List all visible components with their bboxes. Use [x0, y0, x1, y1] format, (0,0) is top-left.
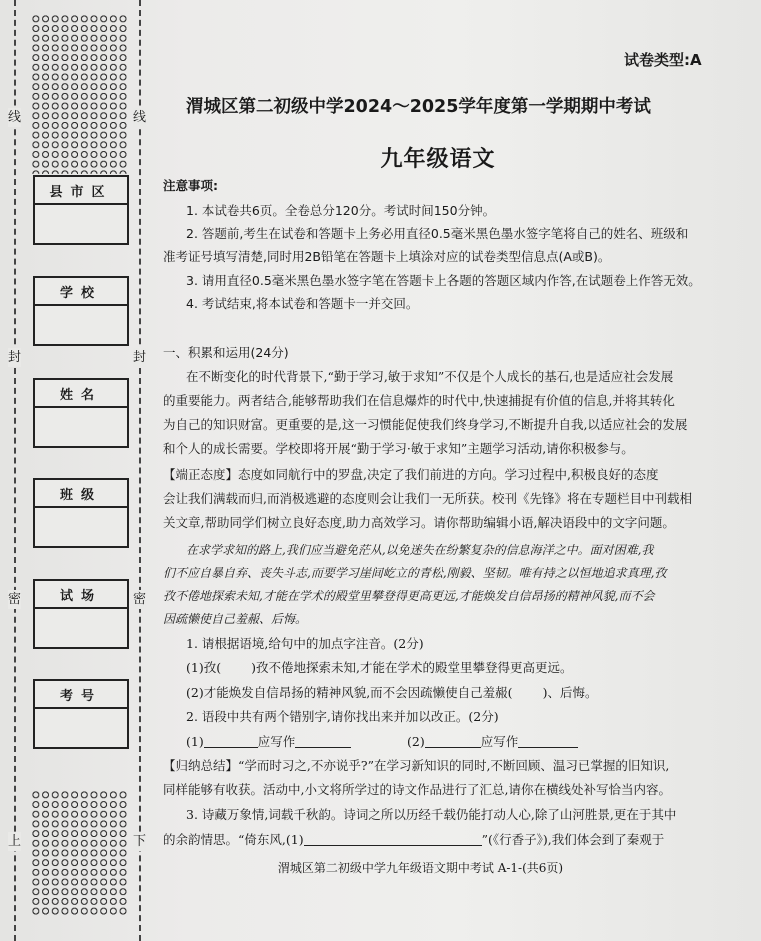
field-class-label: 班级 [35, 480, 127, 508]
intro-line-1: 在不断变化的时代背景下,“勤于学习,敏于求知”不仅是个人成长的基石,也是适应社会发展 [186, 369, 674, 384]
notice-item-4: 4. 考试结束,将本试卷和答题卡一并交回。 [186, 296, 419, 311]
passage-line-3: 孜不倦地探索未知,才能在学术的殿堂里攀登得更高更远,才能焕发自信昂扬的精神风貌,而不会 [163, 589, 655, 603]
notice-heading: 注意事项: [163, 178, 218, 193]
question-1-stem: 1. 请根据语境,给句中的加点字注音。(2分) [186, 636, 424, 651]
q2b-correct-blank[interactable] [518, 735, 578, 748]
notice-item-2-cont: 准考证号填写清楚,同时用2B铅笔在答题卡上填涂对应的试卷类型信息点(A或B)。 [163, 249, 611, 264]
summary-line-1: 【归纳总结】“学而时习之,不亦说乎?”在学习新知识的同时,不断回顾、温习已掌握的旧知识, [163, 758, 670, 773]
notice-item-1: 1. 本试卷共6页。全卷总分120分。考试时间150分钟。 [186, 203, 496, 218]
attitude-line-2: 会让我们满载而归,而消极逃避的态度则会让我们一无所获。校刊《先锋》将在专题栏目中刊载相 [163, 491, 692, 506]
seal-dot-pattern-bottom [31, 790, 128, 916]
q2a-mid: 应写作 [257, 734, 296, 749]
question-2-stem: 2. 语段中共有两个错别字,请你找出来并加以改正。(2分) [186, 709, 499, 724]
intro-line-3: 为自己的知识财富。更重要的是,这一习惯能促使我们终身学习,不断提升自我,以适应社会的发展 [163, 417, 688, 432]
field-class-box[interactable] [35, 508, 127, 546]
field-exam-number-label: 考号 [35, 681, 127, 709]
field-name [33, 378, 129, 448]
paper-type: 试卷类型:A [624, 51, 702, 69]
field-school-label: 学校 [35, 278, 127, 306]
notice-item-3: 3. 请用直径0.5毫米黑色墨水签字笔在答题卡上各题的答题区域内作答,在试题卷上作答无效。 [186, 273, 701, 288]
q1a-prefix: (1)孜( [186, 660, 222, 675]
binding-label-inner-4: 下 [133, 834, 147, 849]
q1b-prefix: (2)才能焕发自信昂扬的精神风貌,而不会因疏懒使自己羞赧( [186, 685, 513, 700]
passage-line-1: 在求学求知的路上,我们应当避免茫从,以免迷失在纷繁复杂的信息海洋之中。面对困难,我 [186, 543, 654, 557]
field-name-label: 姓名 [35, 380, 127, 408]
binding-label-inner-3: 密 [133, 592, 147, 607]
field-county-box[interactable] [35, 205, 127, 243]
field-exam-room [33, 579, 129, 649]
question-3-line-2 [163, 833, 664, 847]
notice-item-2: 2. 答题前,考生在试卷和答题卡上务必用直径0.5毫米黑色墨水签字笔将自己的姓名、班级和 [186, 226, 689, 241]
q2a-wrong-blank[interactable] [204, 735, 258, 748]
passage-line-4: 因疏懒使自己羞赧、后悔。 [163, 612, 308, 626]
q2a-correct-blank[interactable] [295, 735, 351, 748]
q2a-prefix: (1) [186, 734, 204, 749]
attitude-line-1: 【端正态度】态度如同航行中的罗盘,决定了我们前进的方向。学习过程中,积极良好的态度 [163, 467, 659, 482]
field-name-box[interactable] [35, 408, 127, 446]
q1a-suffix: )孜不倦地探索未知,才能在学术的殿堂里攀登得更高更远。 [251, 660, 573, 675]
field-county-label: 县市区 [35, 177, 127, 205]
binding-label-inner-2: 封 [133, 350, 147, 365]
field-exam-number [33, 679, 129, 749]
question-3-line-1: 3. 诗藏万象情,词载千秋韵。诗词之所以历经千载仍能打动人心,除了山河胜景,更在于其中 [186, 807, 677, 822]
binding-label-outer-2: 封 [8, 350, 22, 365]
intro-line-4: 和个人的成长需要。学校即将开展“勤于学习·敏于求知”主题学习活动,请你积极参与。 [163, 441, 634, 456]
question-1-part-a [186, 662, 572, 675]
binding-label-outer-1: 线 [8, 110, 22, 125]
field-exam-number-box[interactable] [35, 709, 127, 747]
binding-label-outer-3: 密 [8, 592, 22, 607]
q1b-suffix: )、后悔。 [542, 685, 598, 700]
q3-prefix: 的余韵情思。“倚东风,(1) [163, 832, 304, 847]
exam-subject: 九年级语文 [380, 147, 496, 172]
page-footer: 渭城区第二初级中学九年级语文期中考试 A-1-(共6页) [277, 861, 564, 875]
question-2-part-a [186, 735, 351, 749]
q3-answer-blank[interactable] [304, 833, 482, 846]
binding-label-outer-4: 上 [8, 834, 22, 849]
question-2-part-b [407, 735, 578, 749]
binding-label-inner-1: 线 [133, 110, 147, 125]
passage-line-2: 们不应自暴自弃、丧失斗志,而要学习崖间屹立的青松,刚毅、坚韧。唯有持之以恒地追求真理,孜 [163, 566, 667, 580]
field-exam-room-label: 试场 [35, 581, 127, 609]
attitude-line-3: 关文章,帮助同学们树立良好态度,助力高效学习。请你帮助编辑小语,解决语段中的文字问题。 [163, 515, 675, 530]
q2b-mid: 应写作 [480, 734, 519, 749]
exam-title: 渭城区第二初级中学2024～2025学年度第一学期期中考试 [186, 97, 651, 117]
section-heading: 一、积累和运用(24分) [163, 345, 289, 360]
field-school-box[interactable] [35, 306, 127, 344]
summary-line-2: 同样能够有收获。活动中,小文将所学过的诗文作品进行了汇总,请你在横线处补写恰当内容。 [163, 782, 671, 797]
question-1-part-b [186, 687, 597, 700]
q2b-prefix: (2) [407, 734, 425, 749]
q3-suffix: ”(《行香子》),我们体会到了秦观于 [481, 832, 665, 847]
field-school [33, 276, 129, 346]
field-county [33, 175, 129, 245]
field-class [33, 478, 129, 548]
q2b-wrong-blank[interactable] [425, 735, 481, 748]
field-exam-room-box[interactable] [35, 609, 127, 647]
intro-line-2: 的重要能力。两者结合,能够帮助我们在信息爆炸的时代中,快速捕捉有价值的信息,并将其转化 [163, 393, 675, 408]
